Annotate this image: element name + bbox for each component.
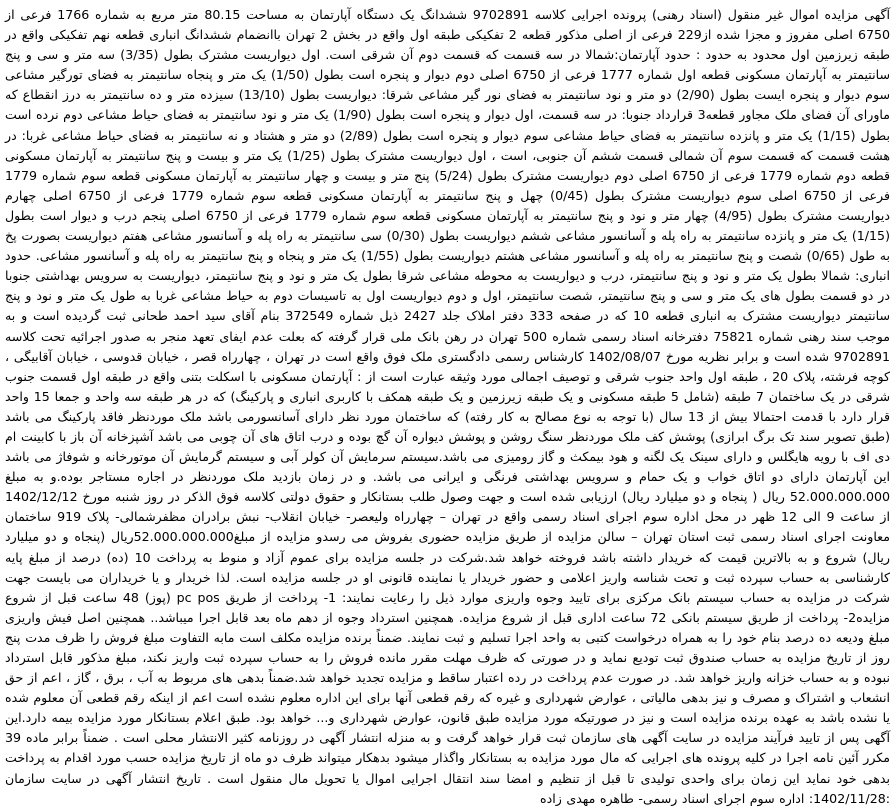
auction-notice [5,5,891,806]
notice-body-text: آگهی مزایده اموال غیر منقول (اسناد رهنی) پرونده اجرایی کلاسه 9702891 ششدانگ یک دستگاه آپارتمان به مساحت 80.15 متر مربع به شماره 1766 فرعی از 6750 اصلی مفروز و مجزا شده از229 فرعی از اصلی مذکور قطعه 2 تفکیکی طبقه اول واقع در بخش 2 تهران باانضمام ششدانگ انباری قطعه نهم تفکیکی واقع در طبقه زیرزمین اول محدود به حدود : حدود آپارتمان:شمالا در سه قسمت که قسمت دوم آن شرقی است. اول دیواریست مشترک بطول (3/35) سه متر و سی و پنج سانتیمتر به آپارتمان مسکونی قطعه اول شماره 1777 فرعی از 6750 اصلی دوم دیوار و پنجره است بطول (1/50) یک متر و پنجاه سانتیمتر به فضای تورگیر مشاعی سوم دیوار و پنجره ایست بطول (2/90) دو متر و نود سانتیمتر به فضای نور گیر مشاعی شرقا: دیواریست بطول (13/10) سیزده متر و ده سانتیمتر به درز انقطاع که ماورای آن فضای ملک مجاور قطعه3 قرارداد جنوبا: در سه قسمت، اول دیوار و پنجره است بطول (1/90) یک متر و نود سانتیمتر به فضای حیاط مشاعی دوم نرده است بطول (1/15) یک متر و پانزده سانتیمتر به فضای حیاط مشاعی سوم دیوار و پنجره است بطول (2/89) دو متر و هشتاد و نه سانتیمتر به فضای حیاط مشاعی غربا: در هشت قسمت که قسمت سوم آن شمالی قسمت ششم آن جنوبی، است ، اول دیواریست مشترک بطول (1/25) یک متر و بیست و پنج سانتیمتر به آپارتمان مسکونی قطعه دوم شماره 1779 فرعی از 6750 اصلی دوم دیواریست مشترک بطول (5/24) پنج متر و بیست و چهار سانتیمتر به آپارتمان مسکونی قطعه سوم شماره 1779 فرعی از 6750 اصلی سوم دیواریست مشترک بطول (0/45) چهل و پنج سانتیمتر به آپارتمان مسکونی قطعه سوم شماره 1779 فرعی از 6750 اصلی چهارم دیواریست مشترک بطول (4/95) چهار متر و نود و پنج سانتیمتر به آپارتمان مسکونی قطعه سوم شماره 1779 فرعی از 6750 اصلی پنجم درب و دیوار است بطول (1/15) یک متر و پانزده سانتیمتر به راه پله و آسانسور مشاعی ششم دیواریست بطول (0/30) سی سانتیمتر به راه پله و آسانسور مشاعی هفتم دیواریست بصورت پخ به طول (0/65) شصت و پنج سانتیمتر به راه پله و آسانسور مشاعی هشتم دیواریست بطول (1/55) یک متر و پنجاه و پنج سانتیمتر به راه پله و آسانسور مشاعی. حدود انباری: شمالا بطول یک متر و نود و پنج سانتیمتر، درب و دیواریست به محوطه مشاعی شرقا بطول یک متر و نود و پنج سانتیمتر، دیواریست به سرویس بهداشتی جنوبا در دو قسمت بطول های یک متر و سی و پنج سانتیمتر، شصت سانتیمتر، اول و دوم دیواریست اول به تاسیسات دوم به حیاط مشاعی غربا به طول یک متر و نود و پنج سانتیمتر دیواریست مشترک به انباری قطعه 10 که در صفحه 333 دفتر املاک جلد 2427 ذیل شماره 372549 بنام آقای سید احمد طحانی ثبت گردیده است و به موجب سند رهنی شماره 75821 دفترخانه اسناد رسمی شماره 500 تهران در رهن بانک ملی قرار گرفته که بعلت عدم ایفای تعهد منجر به صدور اجرائیه تحت کلاسه 9702891 شده است و برابر نظریه مورخ 1402/08/07 کارشناس رسمی دادگستری ملک فوق واقع است در تهران ، چهارراه قصر ، خیابان قدوسی ، خیابان آقابیگی ، کوچه فرشته، پلاک 20 ، طبقه اول واحد جنوب شرقی و توصیف اجمالی مورد وثیقه عبارت است از : آپارتمان مسکونی با اسکلت بتنی واقع در طبقه اول قسمت جنوب شرقی در یک ساختمان 7 طبقه (شامل 5 طبقه مسکونی و یک طبقه زیرزمین و یک طبقه همکف با کاربری انباری و پارکینگ) که در هر طبقه سه واحد و جمعا 15 واحد قرار دارد با قدمت احتمالا بیش از 13 سال (با توجه به نوع مصالح به کار رفته) که ساختمان مورد نظر دارای آسانسورمی باشد ملک موردنظر فاقد پارکینگ می باشد (طبق تصویر سند تک برگ ابرازی) پوشش کف ملک موردنظر سنگ روشن و پوشش دیواره آن گچ بوده و درب اتاق های آن چوبی می باشد آشپزخانه آن باز با کابینت ام دی اف با رویه هایگلس و دارای سینک یک لگنه و هود بیمکث و گاز رومیزی می باشد.سیستم سرمایش آن کولر آبی و سیستم گرمایش آن موتورخانه و شوفاژ می باشد این آپارتمان دارای دو اتاق خواب و یک حمام و سرویس بهداشتی فرنگی و ایرانی می باشد. و در زمان بازدید ملک موردنظر در اجاره مستاجر بوده.و به مبلغ 52.000.000.000 ریال ( پنجاه و دو میلیارد ریال) ارزیابی شده است و جهت وصول طلب بستانکار و حقوق دولتی کلاسه فوق الذکر در روز شنبه مورخ 1402/12/12 از ساعت 9 الی 12 ظهر در محل اداره سوم اجرای اسناد رسمی واقع در تهران – چهارراه ولیعصر- خیابان انقلاب- نبش برادران مظفرشمالی- پلاک 919 ساختمان معاونت اجرای اسناد رسمی ثبت استان تهران – سالن مزایده از طریق مزایده حضوری بفروش می رسدو مزایده از مبلغ52.000.000.000ریال (پنجاه و دو میلیارد ریال) شروع و به بالاترین قیمت که خریدار داشته باشد فروخته خواهد شد.شرکت در جلسه مزایده برای عموم آزاد و منوط به پرداخت 10 (ده) درصد از مبلغ پایه کارشناسی به حساب سپرده ثبت و تحت شناسه واریز اعلامی و حضور خریدار یا نماینده قانونی او در جلسه مزایده است. لذا خریدار و یا خریداران می بایست جهت شرکت در مزایده به حساب سیستم بانک مرکزی برای تایید وجوه واریزی موارد ذیل را رعایت نمایند: 1- پرداخت از طریق pc pos (پوز) 48 ساعت قبل از شروع مزایده2- پرداخت از طریق سیستم بانکی 72 ساعت اداری قبل از شروع مزایده. همچنین استرداد وجوه از دهم ماه بعد قابل اجرا میباشد.. همچنین اصل فیش واریزی مبلغ ودیعه ده درصد بنام خود را به همراه درخواست کتبی به واحد اجرا تسلیم و ثبت نمایند. ضمناً برنده مزایده مکلف است مابه التفاوت مبلغ فروش را ظرف مدت پنج روز از تاریخ مزایده به حساب صندوق ثبت تودیع نماید و در صورتی که ظرف مهلت مقرر مانده فروش را به حساب سپرده ثبت واریز نکند، مبلغ مذکور قابل استرداد نبوده و به حساب خزانه واریز خواهد شد. در صورت عدم پرداخت در رده اعتبار ساقط و مزایده تجدید خواهد شد.ضمناً بدهی های مربوط به آب ، برق ، گاز ، اعم از حق انشعاب و اشتراک و مصرف و نیز بدهی مالیاتی ، عوارض شهرداری و غیره که رقم قطعی آنها برای این اداره معلوم نشده است اعم از اینکه رقم قطعی آن معلوم شده یا نشده باشد به عهده برنده مزایده است و نیز در صورتیکه مورد مزایده طبق قانون، عوارض شهرداری و... خواهد بود. طبق اعلام بستانکار مورد مزایده بیمه دارد.این آگهی پس از تایید فرآیند مزایده در سایت آگهی های سازمان ثبت قرار خواهد گرفت و به منزله انتشار آگهی در روزنامه کثیر الانتشار محلی است . ضمناً برابر ماده 39 مکرر آئین نامه اجرا در کلیه پرونده های اجرایی که مال مورد مزایده به بستانکار واگذار میشود بدهکار میتواند ظرف دو ماه از تاریخ مزایده حسب مورد اقدام به پرداخت بدهی خود نماید این زمان برای واحدی تولیدی تا قبل از تنظیم و امضا سند انتقال اجرایی اموال یا تحویل مال منقول است . تاریخ انتشار آگهی در سایت سازمان :1402/11/28: اداره سوم اجرای اسناد رسمی- طاهره مهدی زاده [5,7,891,806]
